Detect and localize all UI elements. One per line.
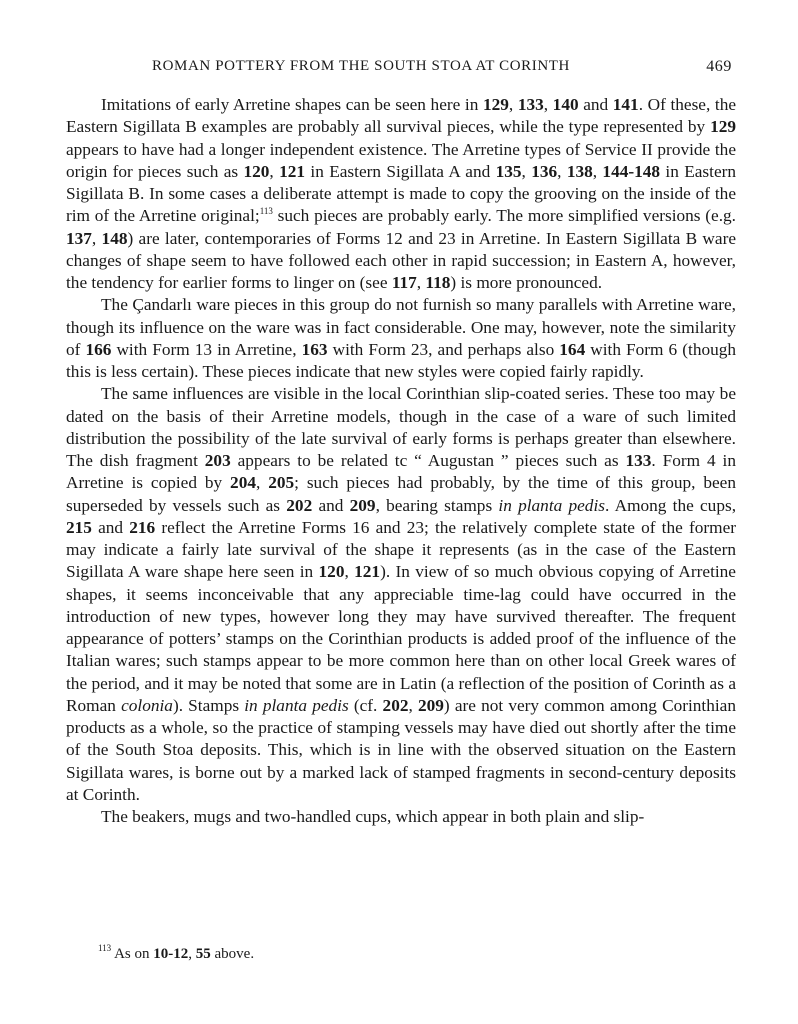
text-run: ,	[91, 228, 102, 248]
text-run: ) are not very common among Corinthian products as a whole, so the practice of stamping vessels may have died out shortly after the time of the South Stoa deposits. This, which is in line with the observed situation on the Eastern Sigillata wares, is borne out by a marked lack of stamped fragments in second-century deposits at Corinth.	[66, 695, 736, 804]
catalogue-ref: 215	[66, 517, 92, 537]
text-run: with Form 13 in Arretine,	[111, 339, 302, 359]
catalogue-ref: 164	[559, 339, 586, 359]
catalogue-ref: 121	[354, 562, 381, 582]
latin-phrase: in planta pedis	[498, 495, 605, 515]
text-run: The beakers, mugs and two-handled cups, which appear in both plain and slip-	[101, 807, 645, 826]
paragraph-3	[66, 383, 736, 806]
text-run: ,	[408, 695, 418, 715]
catalogue-ref: 209	[349, 495, 376, 515]
text-run: ,	[416, 273, 426, 292]
catalogue-ref: 133	[625, 451, 652, 470]
catalogue-ref: 166	[85, 339, 112, 359]
text-run: with Form 23, and perhaps also	[327, 339, 560, 359]
catalogue-ref: 140	[552, 95, 579, 114]
text-run: As on	[111, 946, 154, 962]
catalogue-ref: 136	[531, 161, 558, 181]
text-run: ,	[508, 95, 518, 114]
main-text	[66, 94, 736, 828]
paragraph-4	[66, 806, 736, 828]
catalogue-ref: 203	[204, 451, 231, 470]
catalogue-ref: 121	[279, 161, 306, 181]
text-run: ,	[188, 946, 196, 962]
catalogue-ref: 141	[612, 95, 639, 114]
catalogue-ref: 117	[391, 273, 417, 292]
text-run: in Eastern Sigillata B. In some cases a deliberate attempt is made to copy the grooving on the inside of the rim of the Arretine original;	[66, 161, 737, 226]
text-run: ). Stamps	[172, 695, 245, 715]
catalogue-ref: 118	[425, 273, 451, 292]
text-run: such pieces are probably early. The more simplified versions (e.g.	[272, 206, 736, 226]
text-run: above.	[210, 946, 255, 962]
text-run: ,	[344, 562, 355, 582]
latin-phrase: colonia	[121, 695, 173, 715]
text-run: and	[91, 517, 130, 537]
footnote-marker: 113	[259, 206, 273, 217]
text-run: appears to have had a longer independent existence. The Arretine types of Service II provide the origin for pieces such as	[66, 139, 736, 181]
catalogue-ref: 204	[230, 473, 256, 493]
paragraph-1	[66, 94, 736, 294]
running-title: ROMAN POTTERY FROM THE SOUTH STOA AT CORINTH	[152, 58, 570, 74]
catalogue-ref: 120	[318, 562, 345, 582]
catalogue-ref: 148	[101, 228, 128, 248]
text-run: ). In view of so much obvious copying of Arretine shapes, it seems inconceivable that any appreciable time-lag could have occurred in the introduction of new types, however long they may have survived thereafter. The frequent appearance of potters’ stamps on the Corinthian products is added proof of the influence of the Italian wares; such stamps appear to be more common here than on other local Greek wares of the period, and it may be noted that some are in Latin (a reflection of the position of Corinth as a Roman	[66, 562, 736, 715]
text-run: The Çandarlı ware pieces in this group do not furnish so many parallels with Arretine ware, though its influence on the ware was in fact considerable. One may, however, note the similarity of	[66, 295, 736, 359]
text-run: appears to be related tc “ Augustan ” pieces such as	[230, 451, 626, 470]
text-run: ,	[543, 95, 553, 114]
catalogue-ref: 137	[66, 228, 92, 248]
catalogue-ref: 202	[382, 695, 409, 715]
text-run: ,	[255, 473, 269, 493]
catalogue-ref: 144-148	[602, 161, 661, 181]
text-run: , bearing stamps	[375, 495, 499, 515]
text-run: ,	[521, 161, 532, 181]
catalogue-ref: 10-12	[153, 946, 189, 962]
running-header	[66, 58, 732, 80]
text-run: in Eastern Sigillata A and	[305, 161, 496, 181]
catalogue-ref: 216	[129, 517, 156, 537]
text-run: Imitations of early Arretine shapes can be seen here in	[101, 95, 483, 114]
catalogue-ref: 138	[566, 161, 593, 181]
page-number: 469	[706, 58, 732, 75]
text-run: and	[578, 95, 613, 114]
text-run: . Of these, the Eastern Sigillata B examples are probably all survival pieces, while the type represented by	[66, 95, 737, 137]
text-run: ) are later, contemporaries of Forms 12 and 23 in Arretine. In Eastern Sigillata B ware changes of shape seem to have followed each other in rapid succession; in Eastern A, however, the tendency for earlier forms to linger on (see	[66, 228, 736, 292]
catalogue-ref: 209	[417, 695, 444, 715]
catalogue-ref: 205	[268, 473, 295, 493]
catalogue-ref: 129	[710, 117, 736, 137]
catalogue-ref: 55	[195, 946, 211, 962]
text-run: ) is more pronounced.	[450, 273, 603, 292]
catalogue-ref: 120	[243, 161, 270, 181]
text-run: reflect the Arretine Forms 16 and 23; the relatively complete state of the former may indicate a fairly late survival of the shape it represents (as in the case of the Eastern Sigillata A ware shape here seen in	[66, 517, 736, 582]
catalogue-ref: 135	[495, 161, 522, 181]
text-run: ,	[269, 161, 280, 181]
text-run: (cf.	[348, 695, 383, 715]
text-run: ,	[557, 161, 567, 181]
catalogue-ref: 129	[482, 95, 509, 114]
latin-phrase: in planta pedis	[244, 695, 349, 715]
text-run: and	[312, 495, 350, 515]
text-run: . Form 4 in Arretine is copied by	[66, 451, 736, 493]
text-run: . Among the cups,	[604, 495, 737, 515]
text-run: ,	[592, 161, 603, 181]
catalogue-ref: 202	[286, 495, 313, 515]
catalogue-ref: 163	[301, 339, 328, 359]
text-run: The same influences are visible in the local Corinthian slip-coated series. These too may be dated on the basis of their Arretine models, though in the case of a ware of such limited distribution the possibility of the late survival of early forms is perhaps greater than elsewhere. The dish fragment	[66, 384, 736, 470]
footnote-number: 113	[98, 943, 112, 953]
catalogue-ref: 133	[517, 95, 544, 114]
text-run: ; such pieces had probably, by the time of this group, been superseded by vessels such as	[66, 473, 736, 515]
text-run: with Form 6 (though this is less certain). These pieces indicate that new styles were copied fairly rapidly.	[66, 339, 737, 381]
footnote-113	[98, 944, 738, 964]
paragraph-2	[66, 294, 736, 383]
